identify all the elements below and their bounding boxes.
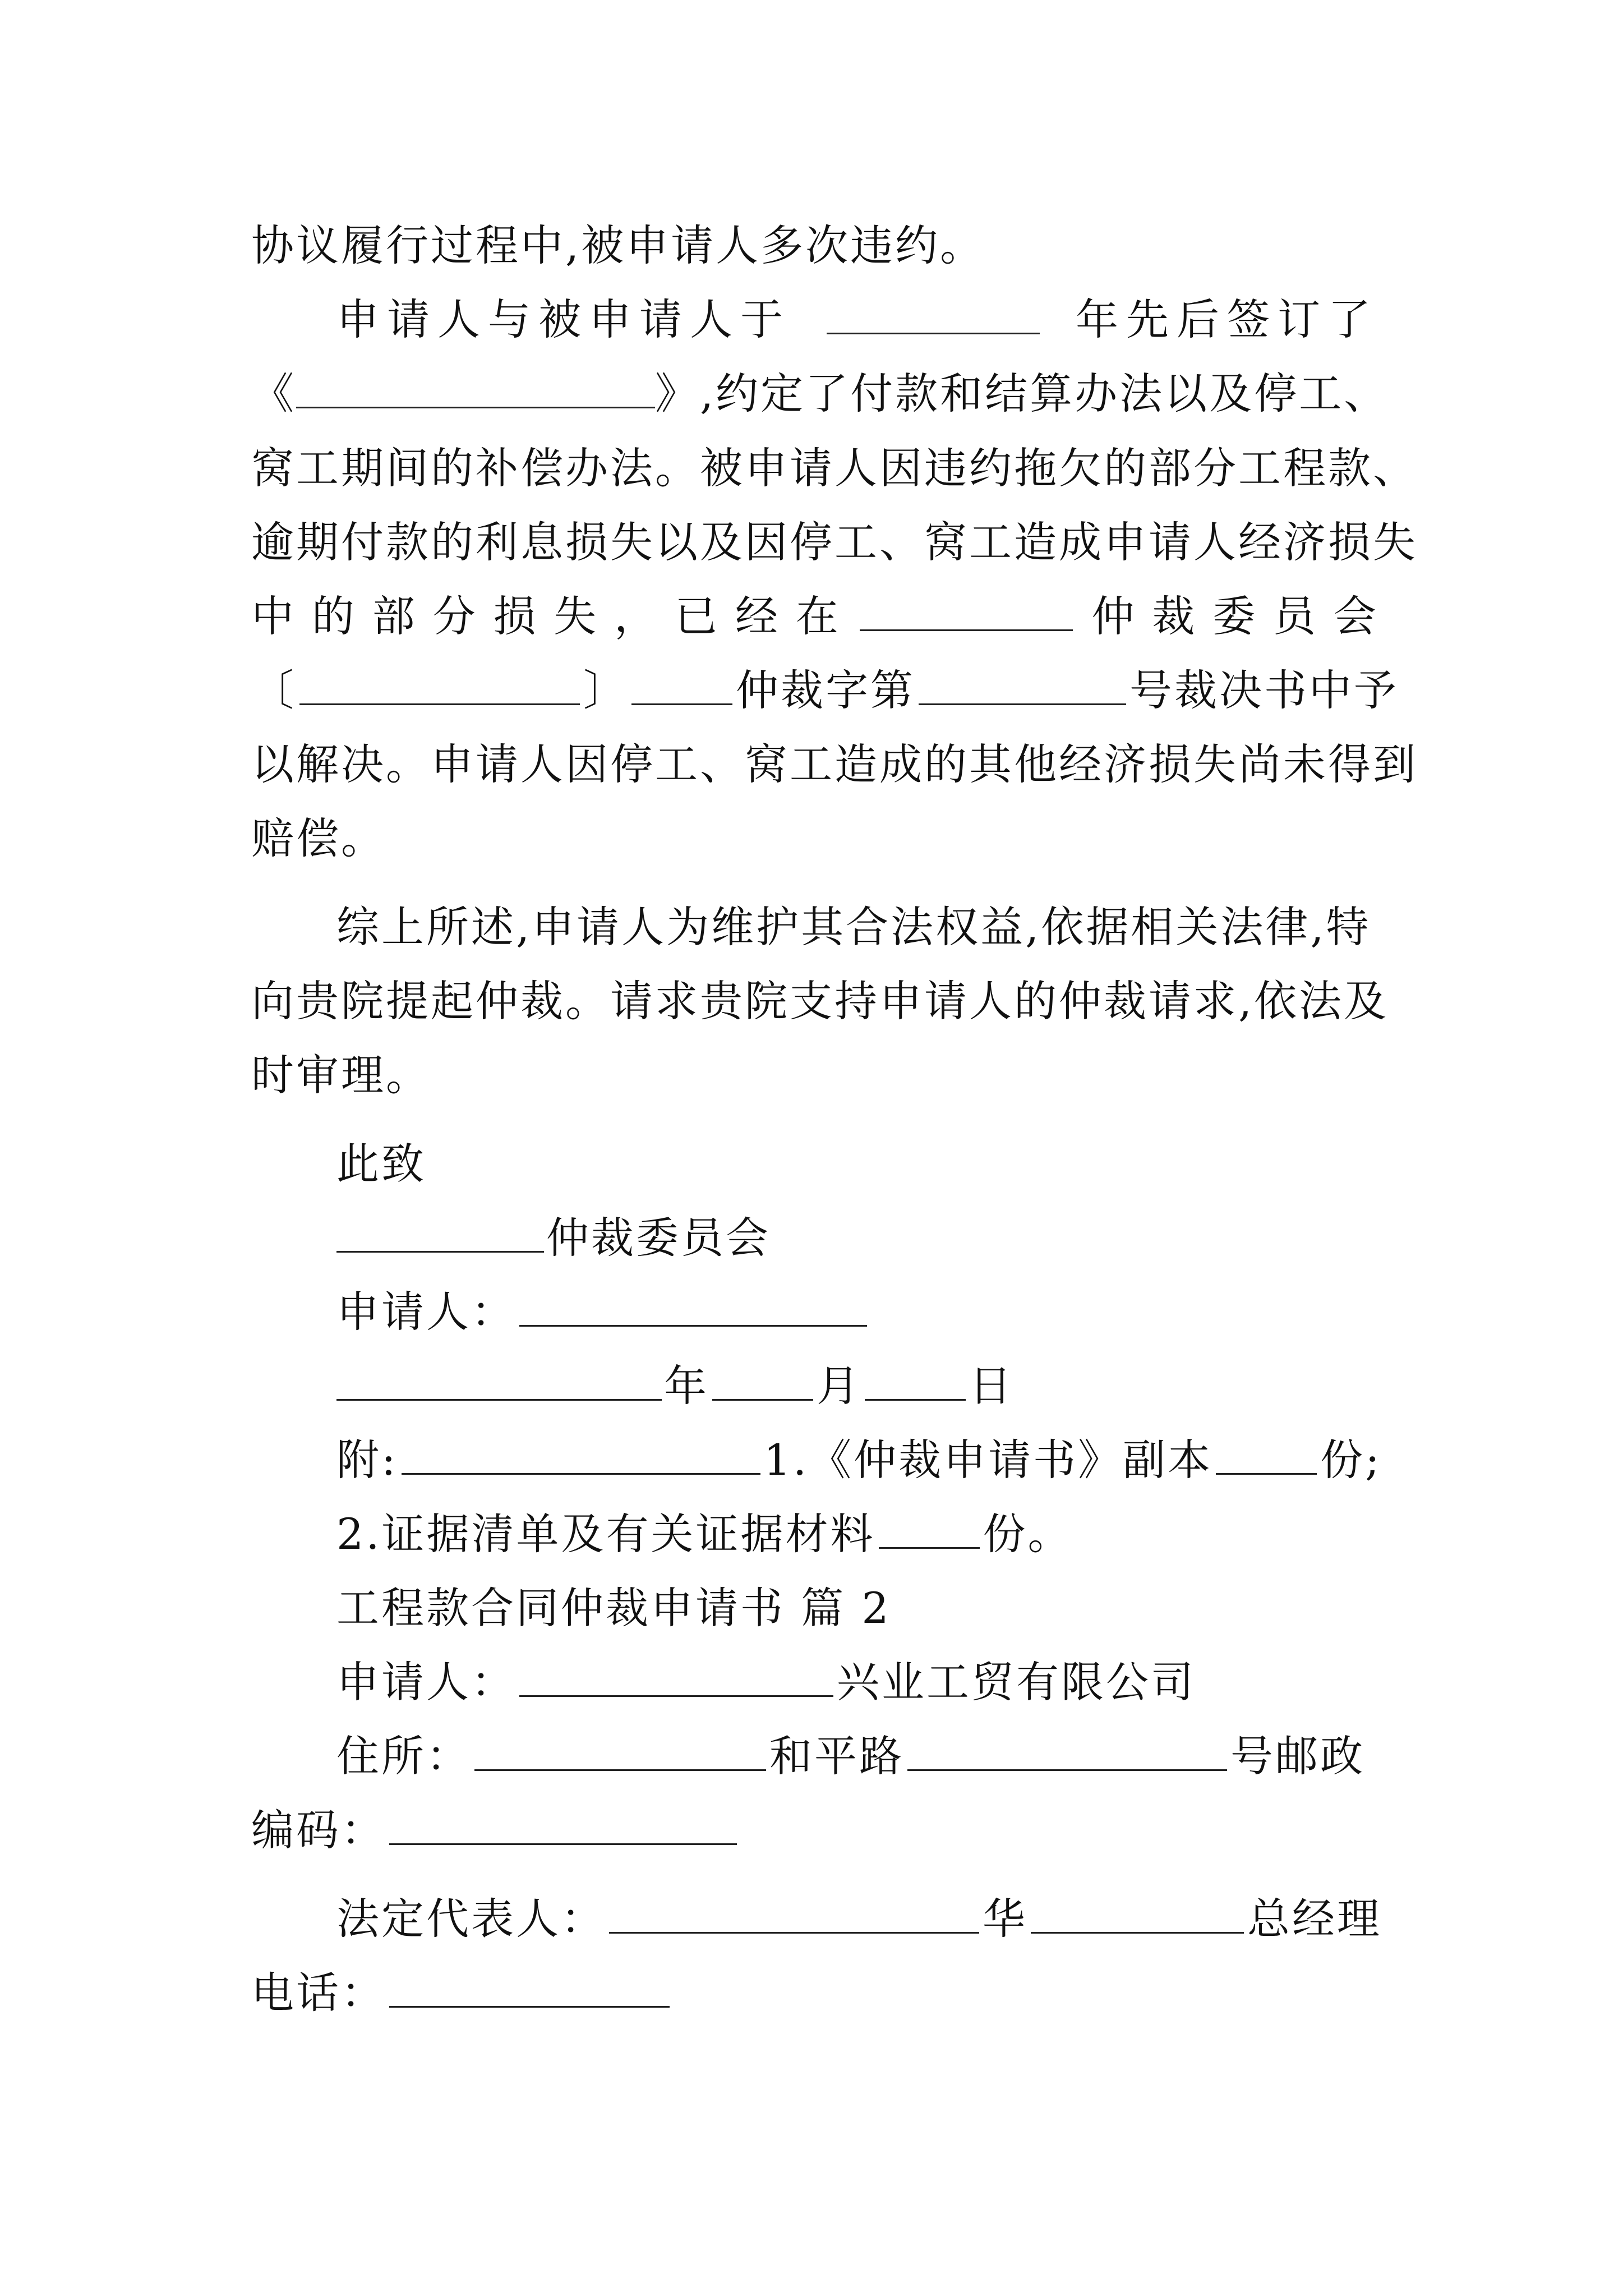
blank-rep-given-name[interactable]: [1031, 1895, 1244, 1934]
text-run: 》,约定了付款和结算办法以及停工、: [655, 369, 1389, 418]
representative-line: [336, 1888, 1464, 1950]
text-run: 以解决。申请人因停工、窝工造成的其他经济损失尚未得到: [251, 739, 1418, 789]
paragraph-line: [251, 970, 1389, 1032]
paragraph-line: [251, 438, 1418, 499]
char: ，: [614, 591, 660, 641]
blank-case-number[interactable]: [919, 666, 1126, 705]
signature-line: [336, 1281, 1464, 1343]
text-run: 窝工期间的补偿办法。被申请人因违约拖欠的部分工程款、: [251, 443, 1418, 493]
postcode-line: [251, 1800, 1378, 1861]
text-run: 1.《仲裁申请书》副本: [763, 1435, 1213, 1485]
char: 员: [1273, 591, 1318, 641]
text-run: 号邮政: [1230, 1731, 1365, 1781]
char: 部: [372, 591, 417, 641]
text-run: 总经理: [1247, 1894, 1382, 1944]
char: 仲: [1091, 591, 1137, 641]
char: 的: [311, 591, 357, 641]
blank-year[interactable]: [827, 296, 1040, 334]
char: 会: [1333, 591, 1378, 641]
blank-addressee[interactable]: [336, 1214, 544, 1253]
addressee-line: [336, 1207, 1464, 1269]
paragraph-line: [251, 660, 1399, 721]
blank-applicant-signature[interactable]: [519, 1288, 867, 1327]
text-run: 向贵院提起仲裁。请求贵院支持申请人的仲裁请求,依法及: [251, 976, 1389, 1026]
text-run: 此致: [336, 1139, 426, 1189]
blank-address-number[interactable]: [907, 1732, 1227, 1771]
char: 中: [251, 591, 296, 641]
char: 分: [432, 591, 478, 641]
text-run: 申请人与被申请人于: [336, 295, 791, 344]
blank-committee[interactable]: [860, 592, 1073, 631]
text-run: 月: [817, 1361, 861, 1411]
text-run: 时审理。: [251, 1050, 431, 1100]
blank-year-code[interactable]: [299, 666, 580, 705]
applicant-line: [336, 1651, 1464, 1713]
text-run: 〔: [251, 665, 296, 715]
char: 经: [735, 591, 780, 641]
text-run: 号裁决书中予: [1129, 665, 1399, 715]
text-run: 申请人：: [336, 1287, 516, 1337]
blank-rep-surname[interactable]: [609, 1895, 979, 1934]
text-run: 华: [983, 1894, 1027, 1944]
paragraph-line: [251, 808, 1378, 869]
paragraph-line: [336, 896, 1464, 958]
blank-year[interactable]: [336, 1362, 662, 1401]
blank-applicant-prefix[interactable]: [519, 1658, 833, 1697]
blank-month[interactable]: [712, 1362, 813, 1401]
text-run: 法定代表人：: [336, 1894, 606, 1944]
paragraph-line: [251, 586, 1378, 647]
paragraph-line: [251, 1045, 1378, 1106]
text-run: 附:: [336, 1435, 398, 1485]
paragraph-line: [251, 512, 1418, 573]
text-run: 年先后签订了: [1076, 295, 1378, 344]
paragraph-line: [251, 215, 1378, 277]
date-line: [336, 1355, 1464, 1417]
text-run: 和平路: [769, 1731, 904, 1781]
char: 损: [493, 591, 538, 641]
text-run: 编码：: [251, 1805, 386, 1855]
char: 在: [795, 591, 841, 641]
blank-phone[interactable]: [389, 1969, 670, 2008]
address-line: [336, 1726, 1464, 1787]
char: 失: [554, 591, 599, 641]
attachment-line: [336, 1503, 1464, 1565]
text-run: 协议履行过程中,被申请人多次违约。: [251, 220, 985, 270]
char: 裁: [1152, 591, 1197, 641]
paragraph-line: [251, 734, 1418, 795]
text-run: 年: [664, 1361, 709, 1411]
blank-case-prefix[interactable]: [631, 666, 732, 705]
text-run: 兴业工贸有限公司: [837, 1657, 1196, 1707]
text-run: 《: [251, 369, 296, 418]
blank-contract-name[interactable]: [296, 370, 655, 408]
attachment-line: [336, 1429, 1464, 1491]
text-run: 仲裁委员会: [546, 1213, 771, 1263]
text-run: 综上所述,申请人为维护其合法权益,依据相关法律,特: [336, 902, 1371, 952]
text-run: 份;: [1320, 1435, 1382, 1485]
text-run: 工程款合同仲裁申请书 篇 2: [336, 1583, 891, 1633]
blank-evidence-copies[interactable]: [879, 1510, 980, 1549]
text-run: 日: [969, 1361, 1014, 1411]
text-run: 〕: [583, 665, 628, 715]
text-run: 仲裁字第: [736, 665, 915, 715]
paragraph-line: [251, 363, 1389, 425]
blank-attachment[interactable]: [402, 1436, 760, 1475]
char: 已: [675, 591, 720, 641]
text-run: 2.证据清单及有关证据材料: [336, 1509, 875, 1559]
text-run: 逾期付款的利息损失以及因停工、窝工造成申请人经济损失: [251, 517, 1418, 567]
text-run: 份。: [983, 1509, 1073, 1559]
salutation: [336, 1133, 1464, 1195]
phone-line: [251, 1962, 1378, 2024]
blank-address-city[interactable]: [474, 1732, 766, 1771]
blank-postcode[interactable]: [389, 1806, 737, 1845]
text-run: 住所：: [336, 1731, 471, 1781]
char: 委: [1212, 591, 1258, 641]
blank-copies[interactable]: [1216, 1436, 1317, 1475]
section-title: [336, 1577, 1464, 1639]
text-run: 电话：: [251, 1968, 386, 2018]
text-run: 赔偿。: [251, 813, 386, 863]
blank-day[interactable]: [865, 1362, 966, 1401]
text-run: 申请人：: [336, 1657, 516, 1707]
paragraph-line: [336, 289, 1378, 351]
